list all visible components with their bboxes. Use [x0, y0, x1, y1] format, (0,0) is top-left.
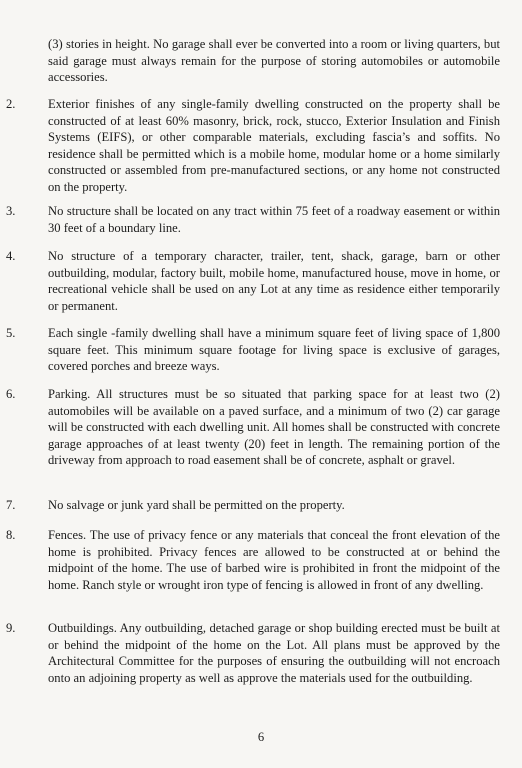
intro-paragraph: (3) stories in height. No garage shall ever be converted into a room or living quarters, but said garage must always remain for the purpose of storing automobiles or automobile accessories. — [48, 37, 500, 84]
item-number-9: 9. — [6, 621, 16, 635]
item-text-4: No structure of a temporary character, trailer, tent, shack, garage, barn or other outbuilding, modular, factory built, mobile home, manufactured house, move in home, or recreational vehicle shall be used on any Lot at any time as residence either temporarily or permanent. — [48, 249, 500, 313]
page-number: 6 — [257, 730, 265, 744]
item-text-5: Each single -family dwelling shall have a minimum square feet of living space of 1,800 square feet. This minimum square footage for living space is exclusive of garages, covered porches and breeze ways. — [48, 326, 500, 373]
item-text-8: Fences. The use of privacy fence or any materials that conceal the front elevation of the home is prohibited. Privacy fences are allowed to be constructed at or behind the midpoint of the home. The use of barbed wire is prohibited in front the midpoint of the home. Ranch style or wrought iron type of fencing is allowed in front of any dwelling. — [48, 528, 500, 592]
item-text-2: Exterior finishes of any single-family dwelling constructed on the property shall be constructed of at least 60% masonry, brick, rock, stucco, Exterior Insulation and Finish Systems (EIFS), or other comparable materials, excluding fascia’s and soffits. No residence shall be permitted which is a mobile home, modular home or a home similarly constructed or assembled from pre-manufactured sections, or any home not constructed on the property. — [48, 97, 500, 194]
item-number-2: 2. — [6, 97, 16, 111]
item-text-6: Parking. All structures must be so situated that parking space for at least two (2) automobiles will be available on a paved surface, and a minimum of two (2) car garage will be constructed with each dwelling unit. All homes shall be constructed with concrete garage approaches of at least twenty (20) feet in length. The remaining portion of the driveway from approach to road easement shall be of concrete, asphalt or gravel. — [48, 387, 500, 467]
item-number-3: 3. — [6, 204, 16, 218]
item-number-5: 5. — [6, 326, 16, 340]
item-text-3: No structure shall be located on any tract within 75 feet of a roadway easement or within 30 feet of a boundary line. — [48, 204, 500, 235]
item-number-7: 7. — [6, 498, 16, 512]
item-number-8: 8. — [6, 528, 16, 542]
item-text-9: Outbuildings. Any outbuilding, detached garage or shop building erected must be built at or behind the midpoint of the home on the Lot. All plans must be approved by the Architectural Committee for the purposes of ensuring the outbuilding will not encroach onto an adjoining property as well as approve the materials used for the outbuilding. — [48, 621, 500, 685]
item-number-4: 4. — [6, 249, 16, 263]
item-number-6: 6. — [6, 387, 16, 401]
item-text-7: No salvage or junk yard shall be permitted on the property. — [48, 498, 345, 512]
